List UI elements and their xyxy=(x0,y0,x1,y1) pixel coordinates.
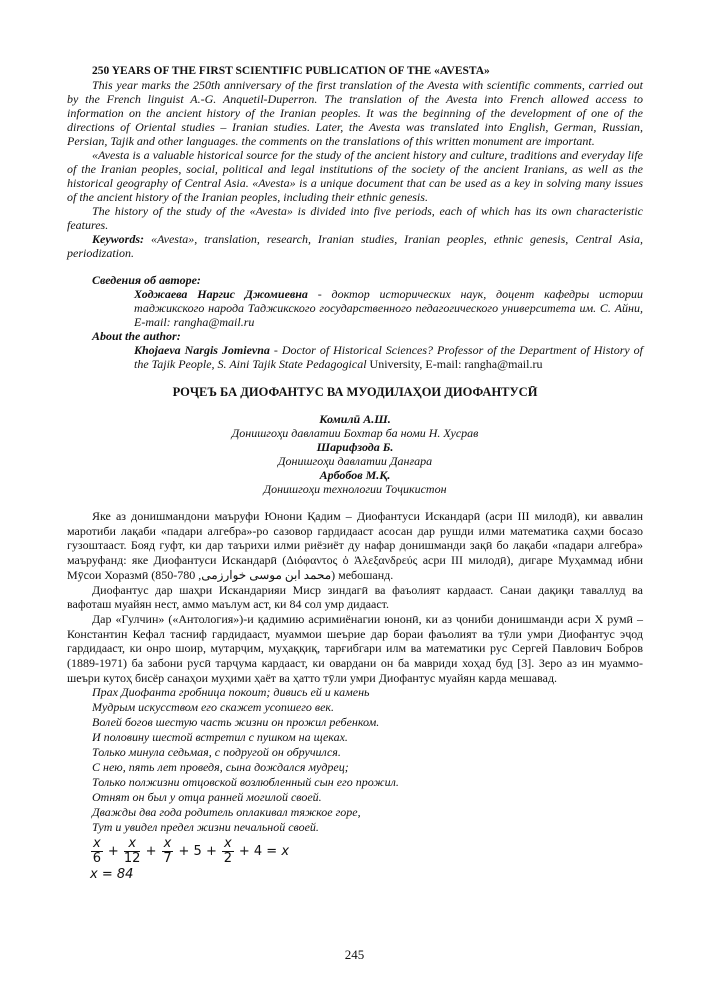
author-details-en: - Doctor of Historical Sciences? Professor of the Department of History of the Tajik People, S. Aini Tajik State Pedagogical xyxy=(134,343,644,371)
article-title: РОҶЕЪ БА ДИОФАНТУС ВА МУОДИЛАҲОИ ДИОФАНТУСӢ xyxy=(172,385,538,399)
keywords xyxy=(67,232,643,260)
page-number: 245 xyxy=(344,947,365,962)
body-paragraph: Дар «Гулчин» («Антология»)-и қадимию асримиёнагии юнонӣ, ки аз ҷониби донишманди асри X румӣ – Константин Кефал тасниф гардидааст, муаммои шеърие дар бораи фаъолият ва тӯли умри Диофантус эҷод гардидааст, ки онро шоир, мутарҷим, муҳаққиқ, тарғибгари илм ва математики рус Сергей Павлович Бобров (1889-1971) ба забони русӣ тарҷума кардааст, ки овардани он ба мавриди хоҳад буд [3]. Зеро аз ин муаммо-шеъри кутоҳ бисёр санаҳои муҳими ҳаёт ва ҳатто тӯли умри Диофантус муайян карда мешавад. xyxy=(67,611,643,685)
author-name-ru: Ходжаева Наргис Джомиевна xyxy=(134,287,308,301)
poem-line: Прах Диофанта гробница покоит; дивись ей и камень xyxy=(92,685,370,700)
author-details-en-upright: University, E-mail: rangha@mail.ru xyxy=(366,357,543,371)
author-details-ru: - доктор исторических наук, доцент кафедры истории таджикского народа Таджикского государственного педагогического университета им. С. Айни, E-mail: rangha@mail.ru xyxy=(134,287,643,329)
body-paragraph: Диофантус дар шаҳри Искандарияи Миср зиндагӣ ва фаъолият кардааст. Санаи дақиқи таваллуд ва вафоташ муайян нест, аммо маълум аст, ки 84 сол умр дидааст. xyxy=(67,582,643,612)
poem-line: Отнят он был у отца ранней могилой своей. xyxy=(92,789,322,804)
poem-line: Тут и увидел предел жизни печальной своей. xyxy=(92,819,319,834)
article-author-name: Арбобов М.Қ. xyxy=(319,468,391,482)
article-author-affiliation: Донишгоҳи давлатии Данғара xyxy=(277,454,433,468)
poem-line: С нею, пять лет проведя, сына дождался мудрец; xyxy=(92,759,349,774)
fraction: $\frac{x}{7}$ xyxy=(163,835,172,866)
poem xyxy=(67,685,643,834)
article-author-affiliation: Донишгоҳи давлатии Бохтар ба номи Н. Хусрав xyxy=(231,426,479,440)
article-author-affiliation: Донишгоҳи технологии Тоҷикистон xyxy=(263,482,447,496)
equation: $\frac{x}{6}$ + $\frac{x}{12}$ + $\frac{x}{7}$ + 5 + $\frac{x}{2}$ + 4 = x xyxy=(92,835,290,866)
author-name-en: Khojaeva Nargis Jomievna xyxy=(134,343,270,357)
poem-line: Только минула седьмая, с подругой он обручился. xyxy=(92,745,341,760)
article-author-name: Комилӣ А.Ш. xyxy=(319,412,391,426)
author-info-label-en: About the author: xyxy=(92,329,181,343)
english-abstract-paragraph: «Avesta is a valuable historical source for the study of the ancient history and culture, traditions and everyday life of the Iranian peoples, social, political and legal institutions of the society of the ancient Iranians, as well as the historical geography of Central Asia. «Avesta» is a unique document that can be used as a key in solving many issues of the ancient history of the Iranian peoples, including their ethnic genesis. xyxy=(67,148,643,204)
poem-line: Дважды два года родитель оплакивал тяжкое горе, xyxy=(92,804,361,819)
author-info-ru xyxy=(67,287,643,329)
poem-line: Только полжизни отцовской возлюбленный сын его прожил. xyxy=(92,774,399,789)
poem-line: Мудрым искусством его скажет усопшего век. xyxy=(92,700,335,715)
author-info-en xyxy=(67,343,643,371)
english-abstract-paragraph: This year marks the 250th anniversary of the first translation of the Avesta with scientific comments, carried out by the French linguist A.-G. Anquetil-Duperron. The translation of the Avesta into French allowed access to information on the ancient history of the Iranian peoples. It was the beginning of the development of one of the directions of Oriental studies – Iranian studies. Later, the Avesta was translated into English, German, Russian, Persian, Tajik and other languages. the comments on the translations of this written monument are important. xyxy=(67,78,643,148)
body-paragraph: Яке аз донишмандони маъруфи Юнони Қадим – Диофантуси Искандарӣ (асри III милодӣ), ки аввалин маротиби лақаби «падари алгебра»-ро сазовор гардидааст асосан дар рушди илми математика саҳми босазо гузоштааст. Бояд гуфт, ки дар таърихи илми риёзиёт ду нафар донишманди зақӣ бо лақаби «падари алгебра» маъруфанд: яке Диофантуси Искандарӣ (Διόφαντος ὁ Ἀλεξανδρεύς асри III милодӣ), дигаре Муҳаммад ибни Мӯсои Хоразмӣ (محمد ابن موسی خوارزمی, 780-850) мебошанд. xyxy=(67,509,643,582)
page-content xyxy=(67,64,643,882)
fraction: $\frac{x}{6}$ xyxy=(92,835,101,866)
article-author-name: Шарифзода Б. xyxy=(316,440,394,454)
author-info-label-ru: Сведения об авторе: xyxy=(92,273,201,287)
poem-line: Волей богов шестую часть жизни он прожил ребенком. xyxy=(92,715,380,730)
fraction: $\frac{x}{12}$ xyxy=(123,835,141,866)
english-abstract-title: 250 YEARS OF THE FIRST SCIENTIFIC PUBLICATION OF THE «AVESTA» xyxy=(92,65,490,77)
poem-line: И половину шестой встретил с пушком на щеках. xyxy=(92,730,348,745)
equation-solution: x = 84 xyxy=(90,866,134,882)
keywords-label: Keywords: xyxy=(92,232,144,246)
fraction: $\frac{x}{2}$ xyxy=(223,835,232,866)
english-abstract-paragraph: The history of the study of the «Avesta» is divided into five periods, each of which has its own characteristic features. xyxy=(67,204,643,232)
keywords-text: «Avesta», translation, research, Iranian studies, Iranian peoples, ethnic genesis, Central Asia, periodization. xyxy=(67,232,643,260)
